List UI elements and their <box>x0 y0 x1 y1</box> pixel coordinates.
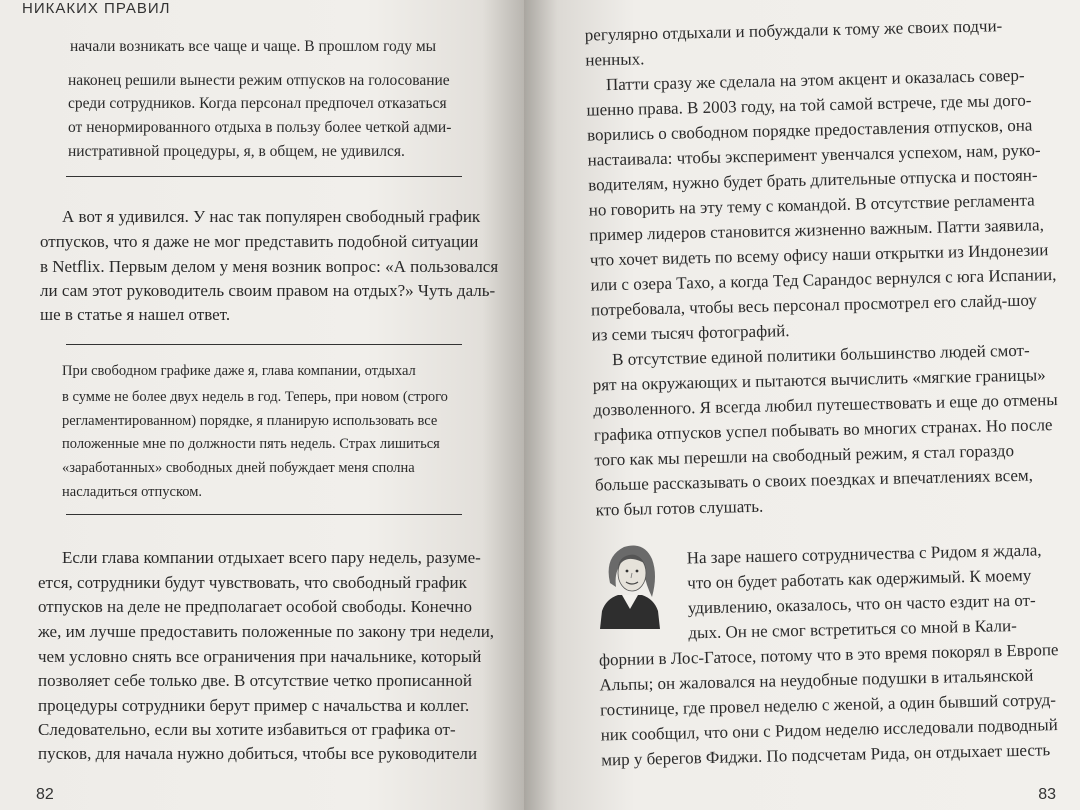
quote-line: в сумме не более двух недель в год. Теперь, при новом (строго <box>62 389 448 405</box>
text-line: ется, сотрудники будут чувствовать, что свободный график <box>38 573 467 592</box>
text-line: гостинице, где провел неделю с женой, а один бывший сотруд- <box>599 690 1057 720</box>
text-line: пример лидеров становится жизненно важным. Патти заявила, <box>589 215 1045 245</box>
quote-line: положенные мне по должности пять недель. Страх лишиться <box>62 436 440 452</box>
quote-line: регламентированном) порядке, я планирую использовать все <box>62 413 438 429</box>
text-line: что хочет видеть по всему офису наши открытки из Индонезии <box>589 240 1049 270</box>
text-line: того как мы перешли на свободный режим, я стал гораздо <box>594 441 1015 470</box>
text-line: регулярно отдыхали и побуждали к тому же своих подчи- <box>584 16 1003 45</box>
text-line: пусков, для начала нужно добиться, чтобы все руководители <box>38 744 478 763</box>
box-top-line: от ненормированного отдыха в пользу более четкой адми- <box>68 119 452 136</box>
text-line: ворились о свободном порядке предоставления отпусков, она <box>586 115 1033 145</box>
text-line: ли сам этот руководитель своим правом на отдых?» Чуть даль- <box>40 281 496 300</box>
text-line: в Netflix. Первым делом у меня возник вопрос: «А пользовался <box>40 257 499 276</box>
quote-line: При свободном графике даже я, глава компании, отдыхал <box>62 363 416 379</box>
right-page <box>524 0 1080 810</box>
text-line: форнии в Лос-Гатосе, потому что в это время покорял в Европе <box>598 640 1059 670</box>
text-line: настаивала: чтобы эксперимент увенчался успехом, нам, руко- <box>587 140 1041 170</box>
text-line: Патти сразу же сделала на этом акцент и оказалась совер- <box>605 65 1025 95</box>
text-line: дых. Он не смог встретиться со мной в Кали- <box>688 615 1017 643</box>
running-head: НИКАКИХ ПРАВИЛ <box>22 0 171 17</box>
text-line: В отсутствие единой политики большинство людей смот- <box>611 340 1030 370</box>
text-line: или с озера Тахо, а когда Тед Сарандос вернулся с юга Испании, <box>590 264 1057 295</box>
text-line: из семи тысяч фотографий. <box>591 321 790 345</box>
text-line: же, им лучше предоставить положенные по закону три недели, <box>38 622 495 641</box>
text-line: ненных. <box>585 49 645 70</box>
box-top-line: наконец решили вынести режим отпусков на голосование <box>68 72 450 89</box>
text-line: Альпы; он жаловался на неудобные подушки в итальянской <box>599 665 1034 695</box>
text-line: кто был готов слушать. <box>595 496 764 520</box>
quote-bottom-rule <box>66 514 462 515</box>
text-line: рят на окружающих и пытаются вычислить «мягкие границы» <box>592 365 1046 395</box>
text-line: позволяет себе только две. В отсутствие четко прописанной <box>38 671 472 690</box>
text-line: шенно права. В 2003 году, на той самой встрече, где мы дого- <box>586 90 1032 120</box>
box-bottom-rule <box>66 176 462 177</box>
text-line: водителям, нужно будет брать длительные отпуска и постоян- <box>588 165 1038 195</box>
text-line: графика отпусков успел побывать во многих странах. Но после <box>593 415 1053 445</box>
text-line: чем условно снять все ограничения при начальнике, который <box>38 647 482 666</box>
text-line: что он будет работать как одержимый. К моему <box>687 565 1032 593</box>
author-portrait-image <box>592 537 668 629</box>
page-number: 82 <box>36 786 54 803</box>
page-number: 83 <box>1038 786 1056 803</box>
text-line: дозволенного. Я всегда любил путешествовать и еще до отмены <box>593 389 1058 420</box>
box-top-line: среди сотрудников. Когда персонал предпочел отказаться <box>68 95 447 112</box>
box-top-line: нистративной процедуры, я, в общем, не удивился. <box>68 143 405 160</box>
text-line: А вот я удивился. У нас так популярен свободный график <box>62 207 481 226</box>
text-line: На заре нашего сотрудничества с Ридом я ждала, <box>686 540 1042 568</box>
quote-line: насладиться отпуском. <box>62 484 203 500</box>
text-line: отпусков на деле не предполагает особой свободы. Конечно <box>38 597 473 616</box>
box-top-line: начали возникать все чаще и чаще. В прошлом году мы <box>70 38 437 55</box>
text-line: процедуры сотрудники берут пример с начальства и коллег. <box>38 696 470 715</box>
quote-top-rule <box>66 344 462 345</box>
text-line: но говорить на эту тему с командой. В отсутствие регламента <box>588 190 1035 220</box>
text-line: потребовала, чтобы весь персонал просмотрел его слайд-шоу <box>590 290 1037 320</box>
quote-line: «заработанных» свободных дней побуждает меня сполна <box>62 460 415 476</box>
text-line: больше рассказывать о своих поездках и впечатлениях всем, <box>594 465 1034 495</box>
text-line: Следовательно, если вы хотите избавиться от графика от- <box>38 720 456 739</box>
text-line: ше в статье я нашел ответ. <box>40 305 231 324</box>
text-line: мир у берегов Фиджи. По подсчетам Рида, он отдыхает шесть <box>601 740 1051 770</box>
text-line: ник сообщил, что они с Ридом неделю исследовали подводный <box>600 715 1058 745</box>
left-page <box>0 0 524 810</box>
text-line: Если глава компании отдыхает всего пару недель, разуме- <box>62 548 481 567</box>
text-line: удивлению, оказалось, что он часто ездит на от- <box>687 590 1036 618</box>
text-line: отпусков, что я даже не мог представить подобной ситуации <box>40 232 479 251</box>
